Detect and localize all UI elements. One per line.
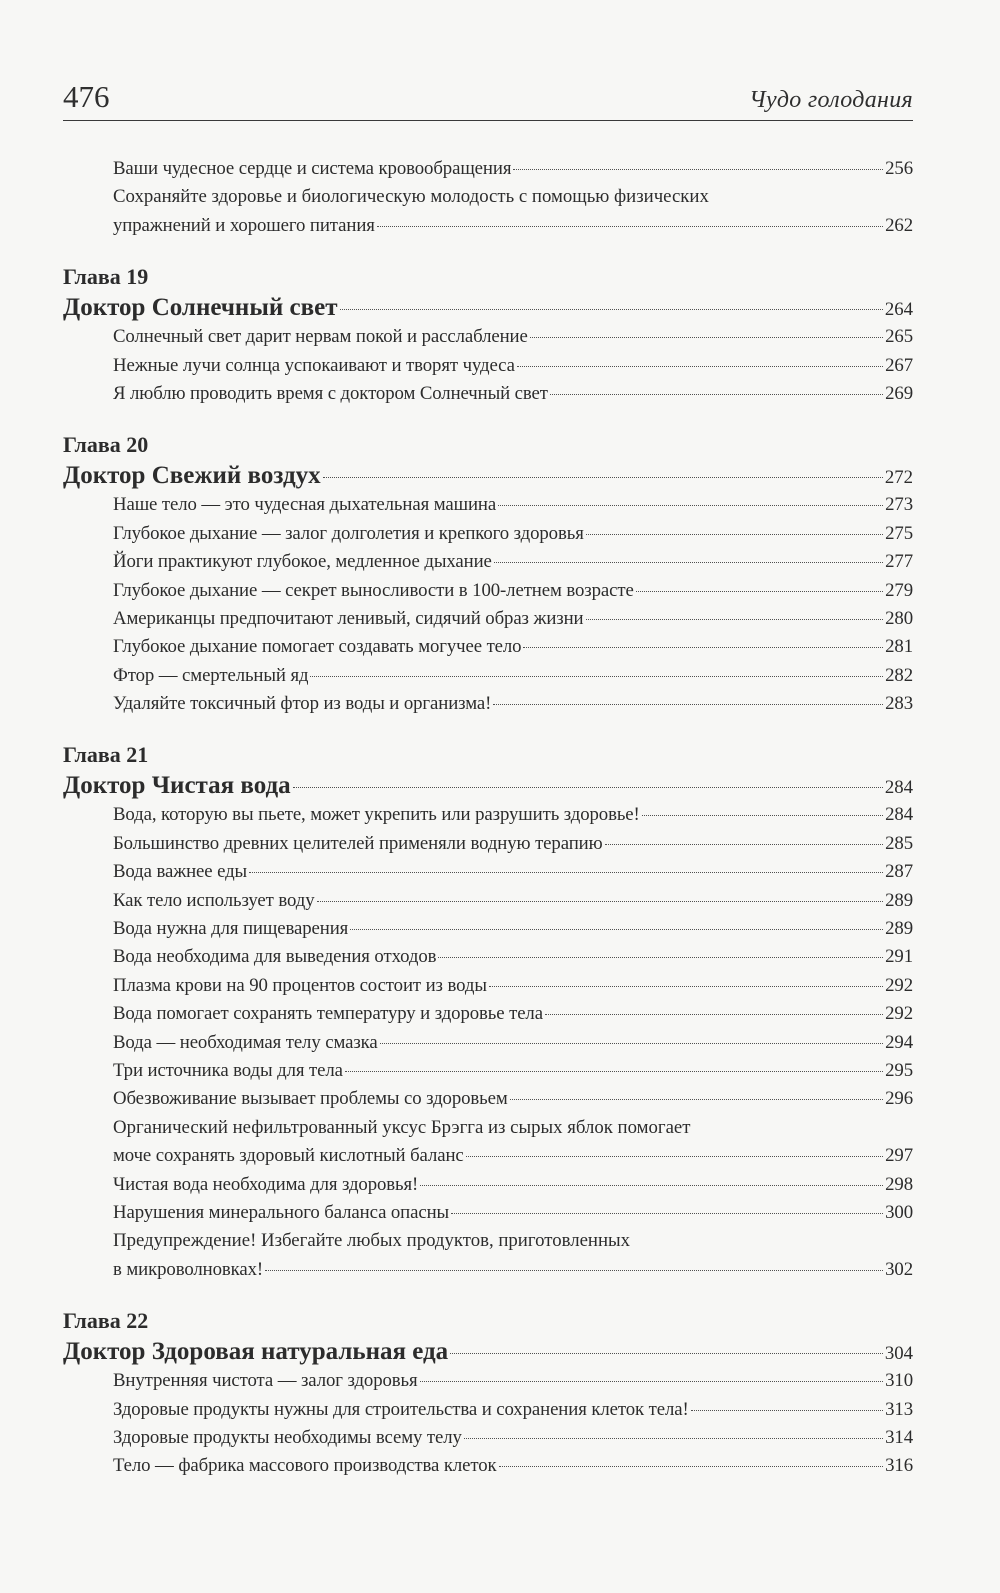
toc-entry-text: Глубокое дыхание — залог долголетия и крепкого здоровья xyxy=(113,522,584,544)
toc-entry-page: 292 xyxy=(885,1003,913,1025)
chapter-title: Доктор Чистая вода xyxy=(63,772,291,800)
toc-entry-text: Большинство древних целителей применяли водную терапию xyxy=(113,832,603,854)
toc-entry[interactable] xyxy=(63,352,913,380)
toc-entry-page: 297 xyxy=(885,1145,913,1167)
chapter-title-entry[interactable] xyxy=(63,461,913,491)
dot-leader xyxy=(523,647,883,648)
toc-entry-page: 314 xyxy=(885,1426,913,1448)
toc-entry-text: Глубокое дыхание помогает создавать могучее тело xyxy=(113,636,522,658)
toc-entry-page: 295 xyxy=(885,1059,913,1081)
dot-leader xyxy=(517,366,883,367)
toc-entry-page: 269 xyxy=(885,382,913,404)
toc-entry-page: 294 xyxy=(885,1031,913,1053)
toc-entry-text: Тело — фабрика массового производства клеток xyxy=(113,1455,497,1477)
dot-leader xyxy=(293,787,883,788)
toc-entry[interactable] xyxy=(63,1424,913,1452)
dot-leader xyxy=(345,1071,883,1072)
toc-entry[interactable] xyxy=(63,1142,913,1170)
toc-entry[interactable] xyxy=(63,887,913,915)
toc-entry-text: Удаляйте токсичный фтор из воды и организма! xyxy=(113,693,492,715)
toc-entry-page: 284 xyxy=(885,804,913,826)
toc-entry-text: Наше тело — это чудесная дыхательная машина xyxy=(113,494,497,516)
toc-entry-text-line2: моче сохранять здоровый кислотный баланс xyxy=(113,1145,464,1167)
toc-entry-page: 283 xyxy=(885,693,913,715)
toc-entry[interactable] xyxy=(63,1396,913,1424)
dot-leader xyxy=(691,1410,883,1411)
toc-entry-text: Нарушения минерального баланса опасны xyxy=(113,1201,450,1223)
dot-leader xyxy=(340,309,883,310)
dot-leader xyxy=(350,929,883,930)
toc-entry-text: Вода — необходимая телу смазка xyxy=(113,1031,378,1053)
chapter-19 xyxy=(63,261,913,408)
toc-entry[interactable] xyxy=(63,1057,913,1085)
toc-entry-text: Солнечный свет дарит нервам покой и расслабление xyxy=(113,326,528,348)
toc-entry[interactable] xyxy=(63,915,913,943)
toc-entry-page: 289 xyxy=(885,918,913,940)
toc-entry-page: 275 xyxy=(885,522,913,544)
toc-entry[interactable] xyxy=(63,520,913,548)
toc-entry-text: Плазма крови на 90 процентов состоит из воды xyxy=(113,974,487,996)
toc-entry-text: Обезвоживание вызывает проблемы со здоровьем xyxy=(113,1088,508,1110)
dot-leader xyxy=(550,394,883,395)
toc-entry[interactable] xyxy=(63,577,913,605)
toc-entry-text: Вода важнее еды xyxy=(113,861,248,883)
chapter-title-entry[interactable] xyxy=(63,293,913,323)
toc-entry-page: 300 xyxy=(885,1201,913,1223)
toc-entry-page: 310 xyxy=(885,1370,913,1392)
toc-entry[interactable] xyxy=(63,1199,913,1227)
toc-entry-page: 277 xyxy=(885,551,913,573)
toc-entry-page: 282 xyxy=(885,664,913,686)
dot-leader xyxy=(420,1381,884,1382)
toc-entry-page: 316 xyxy=(885,1455,913,1477)
dot-leader xyxy=(530,337,883,338)
dot-leader xyxy=(310,676,883,677)
chapter-page: 304 xyxy=(884,1343,913,1365)
dot-leader xyxy=(317,901,884,902)
chapter-label: Глава 21 xyxy=(63,742,149,768)
chapter-title-entry[interactable] xyxy=(63,1337,913,1367)
dot-leader xyxy=(451,1213,883,1214)
toc-entry[interactable] xyxy=(63,323,913,351)
chapter-label: Глава 22 xyxy=(63,1308,149,1334)
dot-leader xyxy=(493,704,883,705)
toc-entry-page: 285 xyxy=(885,832,913,854)
toc-entry-page: 289 xyxy=(885,889,913,911)
toc-entry-page: 265 xyxy=(885,326,913,348)
toc-entry-text: Вода необходима для выведения отходов xyxy=(113,946,437,968)
chapter-21 xyxy=(63,739,913,1284)
toc-entry-text: Вода помогает сохранять температуру и здоровье тела xyxy=(113,1003,543,1025)
toc-entry-text: Вода нужна для пищеварения xyxy=(113,918,349,940)
toc-entry[interactable] xyxy=(63,662,913,690)
toc-entry[interactable] xyxy=(63,972,913,1000)
toc-entry-text-line1[interactable]: Сохраняйте здоровье и биологическую молодость с помощью физических xyxy=(113,186,709,208)
chapter-page: 272 xyxy=(884,467,913,489)
chapter-title: Доктор Свежий воздух xyxy=(63,462,321,490)
dot-leader xyxy=(420,1185,883,1186)
toc-entry-text-line2: в микроволновках! xyxy=(113,1258,264,1280)
dot-leader xyxy=(450,1353,883,1354)
toc-entry-page: 256 xyxy=(885,158,913,179)
toc-entry-text: Вода, которую вы пьете, может укрепить или разрушить здоровье! xyxy=(113,804,640,826)
dot-leader xyxy=(464,1438,883,1439)
dot-leader xyxy=(466,1156,883,1157)
dot-leader xyxy=(605,844,884,845)
toc-entry[interactable] xyxy=(63,155,913,183)
toc-entry[interactable] xyxy=(63,1171,913,1199)
toc-entry-text: Как тело использует воду xyxy=(113,889,315,911)
dot-leader xyxy=(249,872,883,873)
toc-entry[interactable] xyxy=(63,633,913,661)
toc-entry[interactable] xyxy=(63,1000,913,1028)
dot-leader xyxy=(265,1270,883,1271)
toc-entry[interactable] xyxy=(63,1367,913,1395)
chapter-label: Глава 19 xyxy=(63,264,149,290)
toc-entry-page: 279 xyxy=(885,579,913,601)
toc-entry[interactable] xyxy=(63,690,913,718)
toc-entry-page: 281 xyxy=(885,636,913,658)
toc-entry-page: 298 xyxy=(885,1173,913,1195)
toc-entry-text: Три источника воды для тела xyxy=(113,1059,343,1081)
toc-entry[interactable] xyxy=(63,1452,913,1480)
dot-leader xyxy=(498,505,883,506)
toc-entry[interactable] xyxy=(63,380,913,408)
toc-entry[interactable] xyxy=(63,1085,913,1113)
toc-entry-page: 262 xyxy=(885,214,913,236)
dot-leader xyxy=(586,619,884,620)
dot-leader xyxy=(323,477,883,478)
chapter-label: Глава 20 xyxy=(63,432,149,458)
dot-leader xyxy=(510,1099,883,1100)
dot-leader xyxy=(513,169,883,170)
dot-leader xyxy=(586,534,883,535)
chapter-page: 264 xyxy=(884,299,913,321)
toc-entry-text: Чистая вода необходима для здоровья! xyxy=(113,1173,419,1195)
toc-entry-text-line1[interactable]: Предупреждение! Избегайте любых продуктов, приготовленных xyxy=(113,1230,631,1252)
toc-entry-text-line1[interactable]: Органический нефильтрованный уксус Брэгга из сырых яблок помогает xyxy=(113,1116,691,1138)
chapter-title: Доктор Солнечный свет xyxy=(63,294,338,322)
chapter-title-entry[interactable] xyxy=(63,771,913,801)
dot-leader xyxy=(499,1466,884,1467)
dot-leader xyxy=(438,957,883,958)
toc-entry-text: Внутренняя чистота — залог здоровья xyxy=(113,1370,418,1392)
dot-leader xyxy=(489,986,883,987)
toc-entry-text: Фтор — смертельный яд xyxy=(113,664,309,686)
toc-entry[interactable] xyxy=(63,491,913,519)
toc-entry-page: 267 xyxy=(885,354,913,376)
toc-entry-text: Нежные лучи солнца успокаивают и творят чудеса xyxy=(113,354,515,376)
chapter-title: Доктор Здоровая натуральная еда xyxy=(63,1338,449,1366)
toc-entry-text: Здоровые продукты нужны для строительства и сохранения клеток тела! xyxy=(113,1398,689,1420)
toc-entry[interactable] xyxy=(63,548,913,576)
toc-entry-page: 292 xyxy=(885,974,913,996)
toc-entry-text: Я люблю проводить время с доктором Солнечный свет xyxy=(113,382,548,404)
toc-entry[interactable] xyxy=(63,1256,913,1284)
toc-entry-text: Ваши чудесное сердце и система кровообращения xyxy=(113,158,512,179)
page-number: 476 xyxy=(63,79,110,114)
toc-entry[interactable] xyxy=(63,830,913,858)
toc-entry-text: Йоги практикуют глубокое, медленное дыхание xyxy=(113,551,492,573)
toc-entry-page: 291 xyxy=(885,946,913,968)
toc-entry-page: 287 xyxy=(885,861,913,883)
table-of-contents xyxy=(63,155,913,1481)
toc-entry-text: Глубокое дыхание — секрет выносливости в 100-летнем возрасте xyxy=(113,579,634,601)
toc-entry-text-line2: упражнений и хорошего питания xyxy=(113,214,375,236)
chapter-22 xyxy=(63,1305,913,1481)
toc-entry-page: 313 xyxy=(885,1398,913,1420)
toc-entry-page: 296 xyxy=(885,1088,913,1110)
toc-entry-text: Здоровые продукты необходимы всему телу xyxy=(113,1426,462,1448)
page-header xyxy=(63,78,913,121)
dot-leader xyxy=(380,1043,883,1044)
toc-continued-items xyxy=(63,155,913,240)
dot-leader xyxy=(545,1014,883,1015)
toc-entry-page: 280 xyxy=(885,607,913,629)
toc-entry-text: Американцы предпочитают ленивый, сидячий образ жизни xyxy=(113,607,584,629)
toc-entry-page: 273 xyxy=(885,494,913,516)
dot-leader xyxy=(494,562,883,563)
chapter-page: 284 xyxy=(884,777,913,799)
running-title: Чудо голодания xyxy=(749,87,913,113)
chapter-20 xyxy=(63,429,913,718)
toc-entry[interactable] xyxy=(63,801,913,829)
toc-entry[interactable] xyxy=(63,1029,913,1057)
toc-entry-page: 302 xyxy=(885,1258,913,1280)
dot-leader xyxy=(642,815,883,816)
toc-entry[interactable] xyxy=(63,212,913,240)
dot-leader xyxy=(377,226,883,227)
toc-entry[interactable] xyxy=(63,605,913,633)
toc-entry[interactable] xyxy=(63,943,913,971)
toc-entry[interactable] xyxy=(63,858,913,886)
dot-leader xyxy=(636,591,883,592)
